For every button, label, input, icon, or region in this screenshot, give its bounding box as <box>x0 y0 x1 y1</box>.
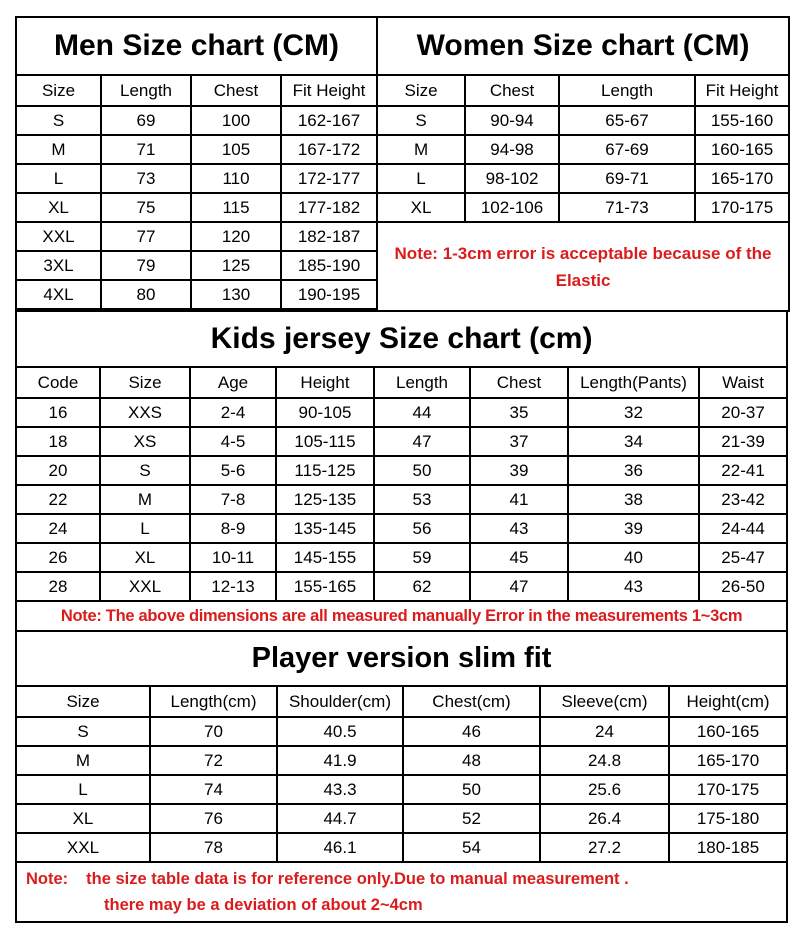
table-cell: 162-167 <box>281 106 377 135</box>
column-header: Age <box>190 367 276 398</box>
table-cell: 155-160 <box>695 106 789 135</box>
men-header-row <box>16 75 377 106</box>
table-row <box>16 106 377 135</box>
table-row <box>16 427 787 456</box>
column-header: Length <box>101 75 191 106</box>
table-cell: 36 <box>568 456 699 485</box>
table-cell: 43.3 <box>277 775 403 804</box>
table-cell: 75 <box>101 193 191 222</box>
table-cell: 105-115 <box>276 427 374 456</box>
table-cell: M <box>377 135 465 164</box>
table-cell: 72 <box>150 746 277 775</box>
table-cell: 80 <box>101 280 191 309</box>
women-note-cell <box>377 222 789 311</box>
table-cell: 26.4 <box>540 804 669 833</box>
table-cell: 21-39 <box>699 427 787 456</box>
table-cell: 160-165 <box>669 717 787 746</box>
column-header: Length(cm) <box>150 686 277 717</box>
table-cell: L <box>377 164 465 193</box>
table-row <box>377 164 789 193</box>
table-cell: 16 <box>16 398 100 427</box>
player-title-row <box>16 631 787 686</box>
table-cell: 52 <box>403 804 540 833</box>
table-cell: 125-135 <box>276 485 374 514</box>
table-cell: 190-195 <box>281 280 377 309</box>
table-cell: 74 <box>150 775 277 804</box>
table-cell: XL <box>377 193 465 222</box>
table-cell: 70 <box>150 717 277 746</box>
men-title-row <box>16 17 377 75</box>
column-header: Size <box>100 367 190 398</box>
column-header: Chest <box>465 75 559 106</box>
table-cell: 48 <box>403 746 540 775</box>
player-note-text: the size table data is for reference only.Due to manual measurement . <box>86 870 629 888</box>
table-row <box>16 572 787 601</box>
table-cell: 4-5 <box>190 427 276 456</box>
table-cell: M <box>16 135 101 164</box>
table-cell: 76 <box>150 804 277 833</box>
column-header: Chest <box>470 367 568 398</box>
player-note-row <box>16 862 787 922</box>
column-header: Size <box>16 75 101 106</box>
player-table-body <box>16 717 787 862</box>
kids-title-row <box>16 311 787 367</box>
table-cell: 54 <box>403 833 540 862</box>
table-cell: 20 <box>16 456 100 485</box>
table-cell: 23-42 <box>699 485 787 514</box>
kids-table-body <box>16 398 787 601</box>
table-cell: 115 <box>191 193 281 222</box>
table-cell: 62 <box>374 572 470 601</box>
table-cell: 18 <box>16 427 100 456</box>
table-cell: 50 <box>374 456 470 485</box>
table-row <box>16 222 377 251</box>
table-cell: 79 <box>101 251 191 280</box>
table-cell: M <box>16 746 150 775</box>
table-cell: 155-165 <box>276 572 374 601</box>
table-cell: 77 <box>101 222 191 251</box>
column-header: Waist <box>699 367 787 398</box>
table-cell: 41.9 <box>277 746 403 775</box>
table-cell: 3XL <box>16 251 101 280</box>
column-header: Fit Height <box>281 75 377 106</box>
column-header: Code <box>16 367 100 398</box>
column-header: Sleeve(cm) <box>540 686 669 717</box>
table-cell: 32 <box>568 398 699 427</box>
table-cell: 7-8 <box>190 485 276 514</box>
women-note-row <box>377 222 789 311</box>
table-cell: S <box>16 717 150 746</box>
table-cell: 69-71 <box>559 164 695 193</box>
table-cell: 102-106 <box>465 193 559 222</box>
table-cell: L <box>100 514 190 543</box>
table-cell: 53 <box>374 485 470 514</box>
table-cell: L <box>16 164 101 193</box>
player-size-table <box>15 630 788 923</box>
table-cell: L <box>16 775 150 804</box>
women-note-line-1: Note: 1-3cm error is acceptable because of the <box>394 243 772 263</box>
women-title-row <box>377 17 789 75</box>
table-cell: 71-73 <box>559 193 695 222</box>
kids-note-row <box>16 601 787 631</box>
table-cell: S <box>100 456 190 485</box>
table-cell: 170-175 <box>669 775 787 804</box>
table-cell: 180-185 <box>669 833 787 862</box>
table-cell: 25-47 <box>699 543 787 572</box>
table-cell: 177-182 <box>281 193 377 222</box>
column-header: Fit Height <box>695 75 789 106</box>
table-row <box>16 456 787 485</box>
table-row <box>16 280 377 309</box>
player-note-line-2: there may be a deviation of about 2~4cm <box>104 896 423 914</box>
women-note-line-2: Elastic <box>555 270 611 290</box>
table-cell: 12-13 <box>190 572 276 601</box>
table-cell: 24-44 <box>699 514 787 543</box>
table-cell: 28 <box>16 572 100 601</box>
table-cell: XL <box>16 193 101 222</box>
table-row <box>16 251 377 280</box>
table-cell: 90-105 <box>276 398 374 427</box>
table-cell: 145-155 <box>276 543 374 572</box>
table-cell: 24 <box>16 514 100 543</box>
table-row <box>16 746 787 775</box>
table-cell: 24 <box>540 717 669 746</box>
table-cell: 4XL <box>16 280 101 309</box>
women-chart-title: Women Size chart (CM) <box>377 17 789 75</box>
table-cell: 172-177 <box>281 164 377 193</box>
table-cell: 182-187 <box>281 222 377 251</box>
men-size-table <box>15 16 378 310</box>
table-cell: 2-4 <box>190 398 276 427</box>
player-header-row <box>16 686 787 717</box>
table-row <box>16 833 787 862</box>
kids-chart-title: Kids jersey Size chart (cm) <box>16 311 787 367</box>
kids-note-cell: Note: The above dimensions are all measured manually Error in the measurements 1~3cm <box>16 601 787 631</box>
table-cell: S <box>16 106 101 135</box>
table-cell: M <box>100 485 190 514</box>
player-note-line-1 <box>17 866 786 892</box>
table-cell: 130 <box>191 280 281 309</box>
table-cell: 67-69 <box>559 135 695 164</box>
table-cell: 40.5 <box>277 717 403 746</box>
table-cell: 65-67 <box>559 106 695 135</box>
table-cell: 100 <box>191 106 281 135</box>
table-row <box>16 804 787 833</box>
table-cell: 40 <box>568 543 699 572</box>
table-cell: 73 <box>101 164 191 193</box>
table-cell: 25.6 <box>540 775 669 804</box>
table-cell: 59 <box>374 543 470 572</box>
table-row <box>377 135 789 164</box>
kids-header-row <box>16 367 787 398</box>
table-cell: 135-145 <box>276 514 374 543</box>
women-header-row <box>377 75 789 106</box>
column-header: Shoulder(cm) <box>277 686 403 717</box>
table-cell: 39 <box>470 456 568 485</box>
player-chart-title: Player version slim fit <box>16 631 787 686</box>
column-header: Chest(cm) <box>403 686 540 717</box>
column-header: Chest <box>191 75 281 106</box>
table-cell: 8-9 <box>190 514 276 543</box>
table-cell: 27.2 <box>540 833 669 862</box>
table-cell: 34 <box>568 427 699 456</box>
table-row <box>16 193 377 222</box>
table-cell: 43 <box>470 514 568 543</box>
table-row <box>377 106 789 135</box>
table-cell: 26-50 <box>699 572 787 601</box>
table-row <box>16 514 787 543</box>
table-row <box>16 543 787 572</box>
table-cell: 175-180 <box>669 804 787 833</box>
table-row <box>16 485 787 514</box>
table-cell: 56 <box>374 514 470 543</box>
table-cell: 98-102 <box>465 164 559 193</box>
women-size-table <box>376 16 790 312</box>
table-cell: 24.8 <box>540 746 669 775</box>
column-header: Size <box>377 75 465 106</box>
women-table-body <box>377 106 789 222</box>
column-header: Length(Pants) <box>568 367 699 398</box>
table-cell: 185-190 <box>281 251 377 280</box>
table-cell: 165-170 <box>695 164 789 193</box>
men-table-body <box>16 106 377 309</box>
table-cell: 20-37 <box>699 398 787 427</box>
column-header: Size <box>16 686 150 717</box>
table-row <box>377 193 789 222</box>
table-cell: 45 <box>470 543 568 572</box>
table-cell: 110 <box>191 164 281 193</box>
table-cell: XS <box>100 427 190 456</box>
table-cell: 90-94 <box>465 106 559 135</box>
table-cell: XL <box>16 804 150 833</box>
table-cell: 41 <box>470 485 568 514</box>
table-cell: S <box>377 106 465 135</box>
table-cell: 5-6 <box>190 456 276 485</box>
table-row <box>16 164 377 193</box>
table-cell: 160-165 <box>695 135 789 164</box>
table-row <box>16 717 787 746</box>
table-cell: XXL <box>100 572 190 601</box>
table-cell: 69 <box>101 106 191 135</box>
table-cell: 10-11 <box>190 543 276 572</box>
player-note-cell <box>16 862 787 922</box>
table-cell: XL <box>100 543 190 572</box>
table-cell: 71 <box>101 135 191 164</box>
table-cell: 44 <box>374 398 470 427</box>
column-header: Length <box>374 367 470 398</box>
table-cell: 38 <box>568 485 699 514</box>
table-cell: XXL <box>16 222 101 251</box>
men-chart-title: Men Size chart (CM) <box>16 17 377 75</box>
table-row <box>16 775 787 804</box>
column-header: Height(cm) <box>669 686 787 717</box>
table-cell: XXS <box>100 398 190 427</box>
table-cell: 94-98 <box>465 135 559 164</box>
table-cell: 125 <box>191 251 281 280</box>
column-header: Length <box>559 75 695 106</box>
table-cell: 50 <box>403 775 540 804</box>
table-cell: 39 <box>568 514 699 543</box>
table-cell: 167-172 <box>281 135 377 164</box>
table-cell: 78 <box>150 833 277 862</box>
table-cell: 115-125 <box>276 456 374 485</box>
table-row <box>16 398 787 427</box>
table-cell: 22 <box>16 485 100 514</box>
table-cell: 165-170 <box>669 746 787 775</box>
table-cell: 44.7 <box>277 804 403 833</box>
column-header: Height <box>276 367 374 398</box>
table-cell: 26 <box>16 543 100 572</box>
table-cell: 35 <box>470 398 568 427</box>
table-cell: 46 <box>403 717 540 746</box>
player-note-label: Note: <box>26 870 69 888</box>
table-cell: 47 <box>470 572 568 601</box>
table-cell: 105 <box>191 135 281 164</box>
table-cell: 120 <box>191 222 281 251</box>
table-cell: 22-41 <box>699 456 787 485</box>
table-cell: 170-175 <box>695 193 789 222</box>
table-cell: XXL <box>16 833 150 862</box>
table-cell: 46.1 <box>277 833 403 862</box>
kids-size-table <box>15 310 788 632</box>
table-cell: 37 <box>470 427 568 456</box>
table-cell: 43 <box>568 572 699 601</box>
table-row <box>16 135 377 164</box>
table-cell: 47 <box>374 427 470 456</box>
adult-charts-row <box>15 16 786 312</box>
